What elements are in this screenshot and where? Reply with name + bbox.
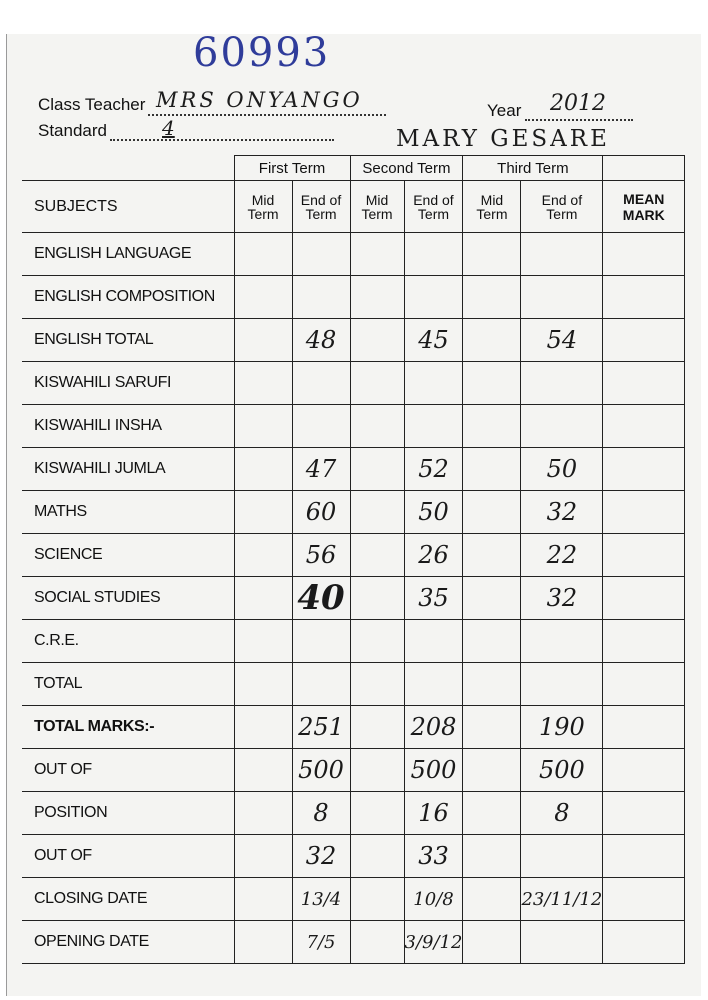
handwritten-mark: 22	[546, 541, 578, 569]
t2-mid-term-header: Mid Term	[350, 181, 404, 233]
mid-term-cell	[463, 534, 521, 577]
mark-cell-t2	[404, 878, 463, 921]
mid-term-cell	[234, 706, 292, 749]
mid-term-cell	[350, 276, 404, 319]
mid-term-cell	[234, 921, 292, 964]
mean-mark-cell	[603, 620, 685, 663]
handwritten-mark: 7/5	[306, 931, 336, 953]
mid-term-cell	[234, 620, 292, 663]
mid-term-cell	[463, 792, 521, 835]
table-row	[22, 620, 685, 663]
mark-cell-t2	[404, 491, 463, 534]
mid-term-cell	[463, 362, 521, 405]
table-row	[22, 405, 685, 448]
mid-term-cell	[350, 835, 404, 878]
mid-term-cell	[234, 663, 292, 706]
table-row	[22, 319, 685, 362]
mean-mark-cell	[603, 233, 685, 276]
mark-cell-t3	[521, 405, 603, 448]
handwritten-mark: 50	[546, 455, 578, 483]
subject-label: ENGLISH TOTAL	[22, 319, 234, 362]
mean-mark-cell	[603, 749, 685, 792]
mark-cell-t3	[521, 276, 603, 319]
subject-label: SOCIAL STUDIES	[22, 577, 234, 620]
mark-cell-t3	[521, 577, 603, 620]
mid-term-cell	[463, 706, 521, 749]
mark-cell-t3	[521, 491, 603, 534]
mark-cell-t1	[292, 319, 350, 362]
subject-label: C.R.E.	[22, 620, 234, 663]
handwritten-mark: 23/11/12	[521, 888, 603, 910]
class-teacher-value: MRS ONYANGO	[156, 88, 363, 112]
mid-term-cell	[234, 233, 292, 276]
mean-mark-cell	[603, 491, 685, 534]
subject-label: ENGLISH COMPOSITION	[22, 276, 234, 319]
handwritten-mark: 3/9/12	[404, 931, 463, 953]
mean-mark-cell	[603, 835, 685, 878]
subjects-header: SUBJECTS	[22, 181, 234, 233]
mark-cell-t1	[292, 878, 350, 921]
mid-term-cell	[350, 792, 404, 835]
subject-label: SCIENCE	[22, 534, 234, 577]
mean-mark-cell	[603, 878, 685, 921]
mid-term-cell	[234, 792, 292, 835]
handwritten-mark: 8	[554, 799, 570, 827]
handwritten-mark: 10/8	[413, 888, 454, 910]
corner-cell	[22, 156, 234, 181]
class-teacher-label: Class Teacher	[38, 95, 146, 114]
mean-mark-cell	[603, 792, 685, 835]
t2-end-term-header: End of Term	[404, 181, 463, 233]
second-term-header: Second Term	[350, 156, 463, 181]
year-label: Year	[487, 101, 522, 120]
mid-term-cell	[463, 448, 521, 491]
mark-cell-t3	[521, 448, 603, 491]
mark-cell-t1	[292, 491, 350, 534]
mean-mark-cell	[603, 319, 685, 362]
handwritten-mark: 56	[305, 541, 337, 569]
table-row	[22, 878, 685, 921]
mark-cell-t1	[292, 835, 350, 878]
subject-label: POSITION	[22, 792, 234, 835]
handwritten-mark: 60	[305, 498, 337, 526]
standard-label: Standard	[38, 121, 107, 140]
handwritten-mark: 251	[298, 713, 344, 741]
mean-mark-cell	[603, 362, 685, 405]
handwritten-mark: 35	[418, 584, 449, 612]
table-row	[22, 706, 685, 749]
subject-label: KISWAHILI INSHA	[22, 405, 234, 448]
mid-term-cell	[350, 319, 404, 362]
mid-term-cell	[463, 491, 521, 534]
handwritten-mark: 500	[298, 756, 344, 784]
t3-end-term-header: End of Term	[521, 181, 603, 233]
mark-cell-t1	[292, 577, 350, 620]
handwritten-mark: 500	[410, 756, 457, 784]
mark-cell-t1	[292, 276, 350, 319]
table-row	[22, 362, 685, 405]
table-row	[22, 749, 685, 792]
mark-cell-t1	[292, 534, 350, 577]
mark-cell-t2	[404, 276, 463, 319]
table-row	[22, 835, 685, 878]
mid-term-cell	[463, 921, 521, 964]
third-term-header: Third Term	[463, 156, 603, 181]
mid-term-cell	[350, 878, 404, 921]
handwritten-mark: 16	[418, 799, 449, 827]
mid-term-cell	[463, 620, 521, 663]
mark-cell-t3	[521, 835, 603, 878]
mark-cell-t3	[521, 620, 603, 663]
mid-term-cell	[463, 319, 521, 362]
mean-top-cell	[603, 156, 685, 181]
document-number: 60993	[193, 30, 331, 76]
subject-rows	[22, 233, 685, 964]
mark-cell-t2	[404, 706, 463, 749]
mark-cell-t3	[521, 706, 603, 749]
mark-cell-t2	[404, 362, 463, 405]
mid-term-cell	[350, 577, 404, 620]
table-row	[22, 534, 685, 577]
mid-term-cell	[234, 534, 292, 577]
mean-mark-cell	[603, 534, 685, 577]
mark-cell-t1	[292, 620, 350, 663]
mark-cell-t2	[404, 534, 463, 577]
mark-cell-t2	[404, 663, 463, 706]
subject-label: TOTAL	[22, 663, 234, 706]
handwritten-mark: 26	[418, 541, 449, 569]
mid-term-cell	[463, 276, 521, 319]
first-term-header: First Term	[234, 156, 350, 181]
subject-label: KISWAHILI SARUFI	[22, 362, 234, 405]
mid-term-cell	[234, 577, 292, 620]
handwritten-mark: 32	[546, 498, 578, 526]
subject-label: OPENING DATE	[22, 921, 234, 964]
handwritten-mark: 47	[305, 455, 337, 483]
year-line	[525, 119, 633, 121]
mark-cell-t2	[404, 405, 463, 448]
mark-cell-t3	[521, 534, 603, 577]
mark-cell-t1	[292, 663, 350, 706]
student-name: MARY GESARE	[396, 126, 610, 152]
handwritten-mark: 45	[418, 326, 449, 354]
mark-cell-t2	[404, 448, 463, 491]
mark-cell-t1	[292, 233, 350, 276]
mid-term-cell	[463, 878, 521, 921]
mid-term-cell	[234, 276, 292, 319]
mark-cell-t2	[404, 749, 463, 792]
mean-mark-cell	[603, 577, 685, 620]
mark-cell-t2	[404, 319, 463, 362]
table-row	[22, 792, 685, 835]
mark-cell-t1	[292, 792, 350, 835]
mid-term-cell	[234, 405, 292, 448]
handwritten-mark: 190	[538, 713, 585, 741]
handwritten-mark: 50	[418, 498, 449, 526]
mid-term-cell	[350, 749, 404, 792]
mark-cell-t1	[292, 706, 350, 749]
t1-mid-term-header: Mid Term	[234, 181, 292, 233]
subject-label: KISWAHILI JUMLA	[22, 448, 234, 491]
mean-mark-cell	[603, 706, 685, 749]
class-teacher-line	[148, 114, 386, 116]
handwritten-mark: 40	[297, 578, 345, 618]
handwritten-mark: 48	[305, 326, 337, 354]
mark-cell-t3	[521, 362, 603, 405]
mid-term-cell	[350, 620, 404, 663]
mid-term-cell	[463, 749, 521, 792]
mark-cell-t1	[292, 405, 350, 448]
table-row	[22, 491, 685, 534]
mid-term-cell	[350, 491, 404, 534]
handwritten-mark: 52	[418, 455, 449, 483]
mark-cell-t1	[292, 749, 350, 792]
handwritten-mark: 32	[546, 584, 578, 612]
mean-mark-cell	[603, 276, 685, 319]
mid-term-cell	[350, 534, 404, 577]
mark-cell-t3	[521, 749, 603, 792]
table-row	[22, 663, 685, 706]
standard-line	[110, 139, 334, 141]
mid-term-cell	[234, 448, 292, 491]
mid-term-cell	[463, 835, 521, 878]
mid-term-cell	[463, 663, 521, 706]
mid-term-cell	[234, 362, 292, 405]
subject-label: OUT OF	[22, 835, 234, 878]
mid-term-cell	[234, 491, 292, 534]
table-row	[22, 233, 685, 276]
mid-term-cell	[350, 663, 404, 706]
mark-cell-t3	[521, 878, 603, 921]
mark-cell-t3	[521, 663, 603, 706]
standard-value: 4	[162, 116, 175, 140]
mark-cell-t2	[404, 577, 463, 620]
marks-table	[22, 155, 685, 964]
mid-term-cell	[350, 706, 404, 749]
mid-term-cell	[350, 448, 404, 491]
handwritten-mark: 500	[538, 756, 585, 784]
mark-cell-t2	[404, 921, 463, 964]
table-row	[22, 577, 685, 620]
mid-term-cell	[350, 405, 404, 448]
handwritten-mark: 8	[313, 799, 329, 827]
table-row	[22, 276, 685, 319]
mid-term-cell	[350, 362, 404, 405]
mean-mark-cell	[603, 663, 685, 706]
mark-cell-t3	[521, 792, 603, 835]
mid-term-cell	[350, 233, 404, 276]
mean-mark-header: MEAN MARK	[603, 181, 685, 233]
mark-cell-t2	[404, 835, 463, 878]
mid-term-cell	[350, 921, 404, 964]
mark-cell-t1	[292, 448, 350, 491]
year-value: 2012	[550, 91, 606, 116]
mark-cell-t1	[292, 921, 350, 964]
mark-cell-t2	[404, 792, 463, 835]
mark-cell-t3	[521, 319, 603, 362]
subject-label: CLOSING DATE	[22, 878, 234, 921]
t3-mid-term-header: Mid Term	[463, 181, 521, 233]
mark-cell-t2	[404, 620, 463, 663]
mid-term-cell	[234, 749, 292, 792]
handwritten-mark: 33	[418, 842, 449, 870]
subject-label: OUT OF	[22, 749, 234, 792]
mid-term-cell	[463, 233, 521, 276]
subject-label: TOTAL MARKS:-	[22, 706, 234, 749]
handwritten-mark: 13/4	[300, 888, 342, 910]
mid-term-cell	[234, 878, 292, 921]
mark-cell-t2	[404, 233, 463, 276]
mark-cell-t3	[521, 921, 603, 964]
mid-term-cell	[463, 405, 521, 448]
mark-cell-t1	[292, 362, 350, 405]
mean-mark-cell	[603, 405, 685, 448]
subject-label: MATHS	[22, 491, 234, 534]
table-row	[22, 921, 685, 964]
mean-mark-cell	[603, 921, 685, 964]
t1-end-term-header: End of Term	[292, 181, 350, 233]
mid-term-cell	[234, 835, 292, 878]
table-row	[22, 448, 685, 491]
handwritten-mark: 54	[546, 326, 578, 354]
mid-term-cell	[463, 577, 521, 620]
mid-term-cell	[234, 319, 292, 362]
mean-mark-cell	[603, 448, 685, 491]
handwritten-mark: 208	[410, 713, 457, 741]
handwritten-mark: 32	[305, 842, 337, 870]
subject-label: ENGLISH LANGUAGE	[22, 233, 234, 276]
mark-cell-t3	[521, 233, 603, 276]
